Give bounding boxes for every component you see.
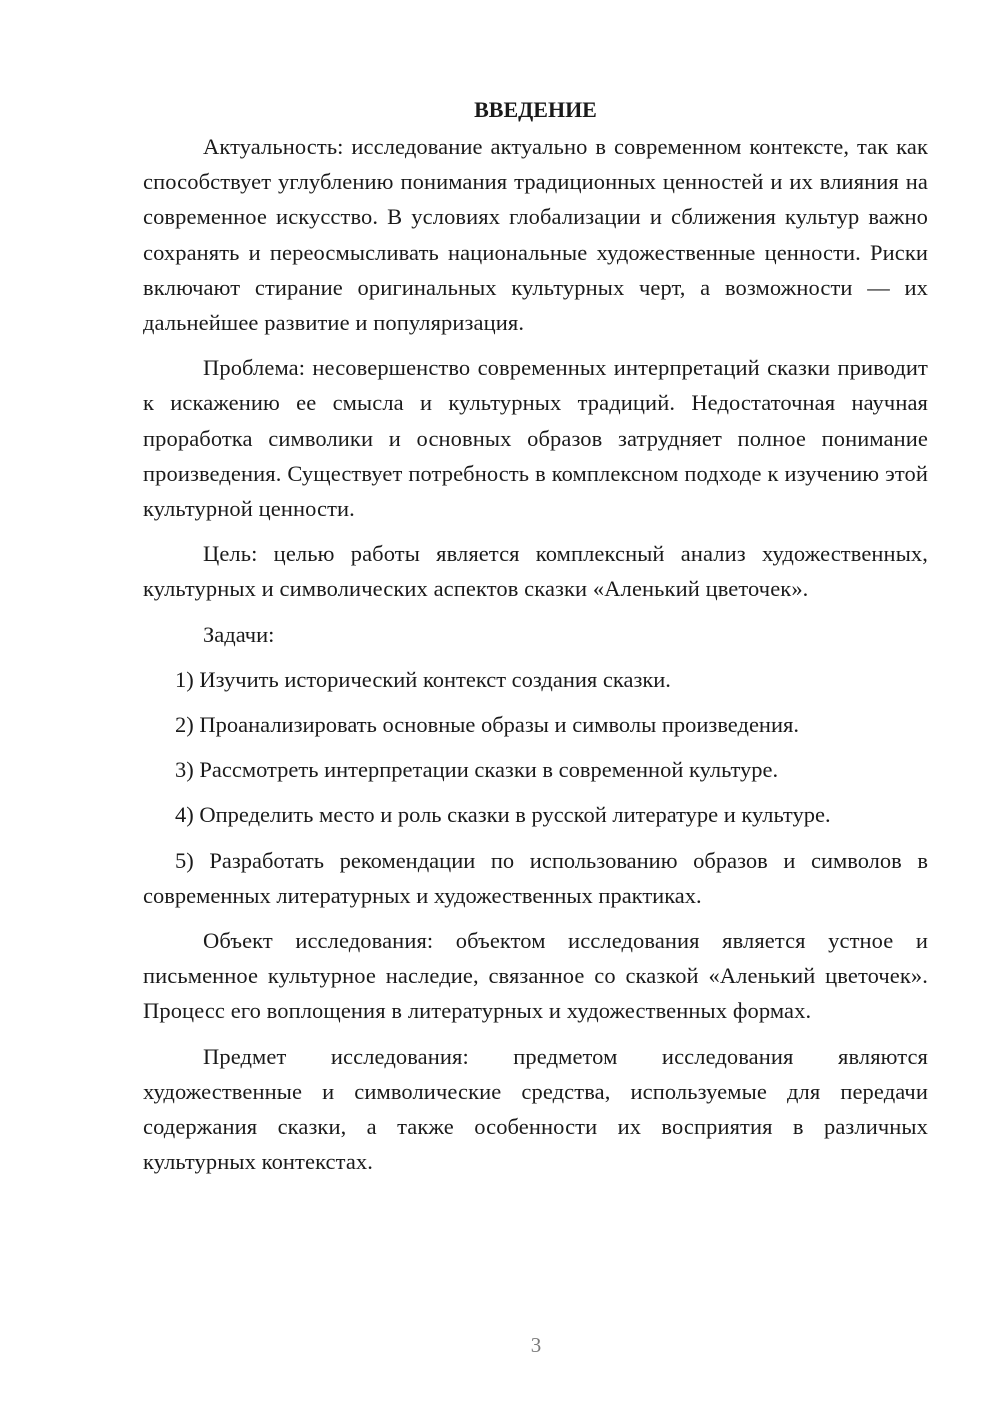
page-number: 3 <box>530 1333 542 1357</box>
task-item: 3) Рассмотреть интерпретации сказки в современной культуре. <box>175 757 779 783</box>
task-item: 5) Разработать рекомендации по использованию образов и символов в современных литературных и художественных практиках. <box>143 847 928 908</box>
relevance-paragraph: Актуальность: исследование актуально в современном контексте, так как способствует углублению понимания традиционных ценностей и их влияния на современное искусство. В условиях глобализации и сближения культур важно сохранять и переосмысливать национальные художественные ценности. Риски включают стирание оригинальных культурных черт, а возможности — их дальнейшее развитие и популяризация. <box>143 134 928 336</box>
document-page <box>143 92 928 1189</box>
task-item: 2) Проанализировать основные образы и символы произведения. <box>175 712 799 738</box>
page-title: ВВЕДЕНИЕ <box>474 97 597 122</box>
subject-paragraph: Предмет исследования: предметом исследования являются художественные и символические средства, используемые для передачи содержания сказки, а также особенности их восприятия в различных культурных контекстах. <box>143 1043 928 1175</box>
tasks-heading: Задачи: <box>203 621 275 647</box>
goal-paragraph: Цель: целью работы является комплексный анализ художественных, культурных и символических аспектов сказки «Аленький цветочек». <box>143 541 928 602</box>
object-paragraph: Объект исследования: объектом исследования является устное и письменное культурное наследие, связанное со сказкой «Аленький цветочек». Процесс его воплощения в литературных и художественных формах. <box>143 928 928 1024</box>
problem-paragraph: Проблема: несовершенство современных интерпретаций сказки приводит к искажению ее смысла и культурных традиций. Недостаточная научная проработка символики и основных образов затрудняет полное понимание произведения. Существует потребность в комплексном подходе к изучению этой культурной ценности. <box>143 355 928 522</box>
task-item: 4) Определить место и роль сказки в русской литературе и культуре. <box>175 802 831 828</box>
task-item: 1) Изучить исторический контекст создания сказки. <box>175 666 671 692</box>
